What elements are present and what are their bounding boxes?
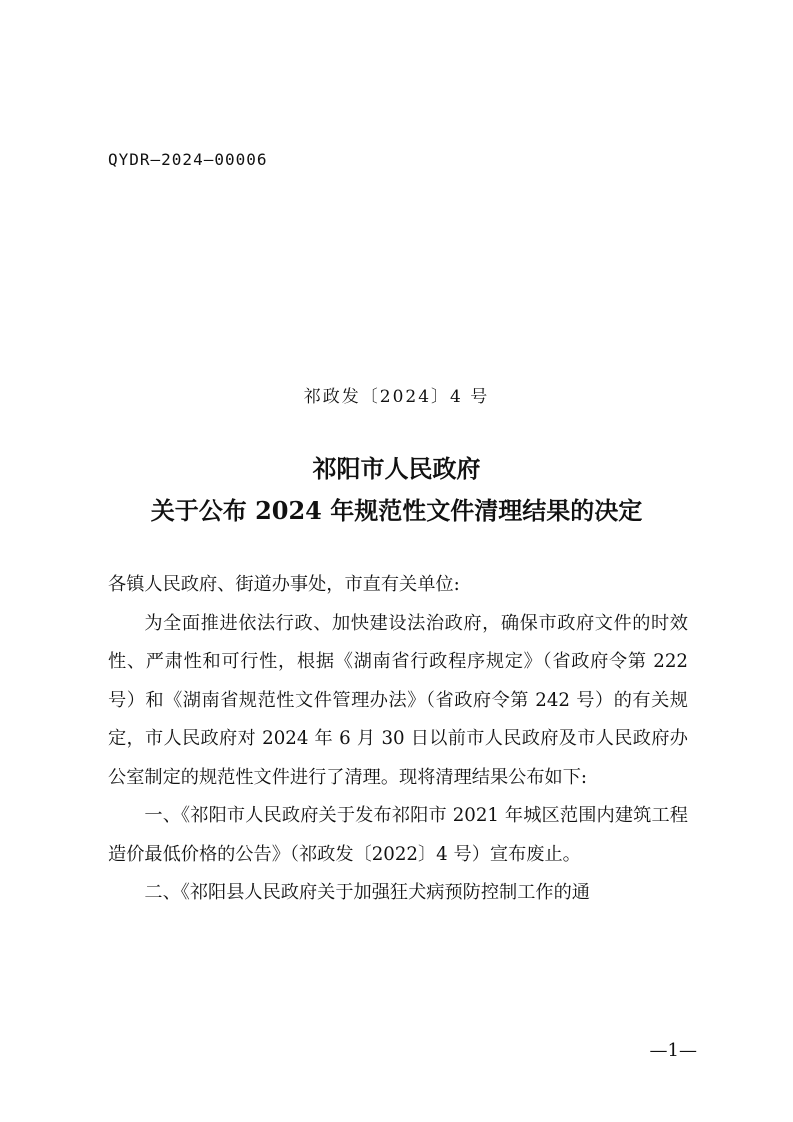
paragraph-item-2: 二、《祁阳县人民政府关于加强狂犬病预防控制工作的通 [144, 882, 590, 903]
paragraph-intro: 为全面推进依法行政、加快建设法治政府，确保市政府文件的时效性、严肃性和可行性，根据《湖南省行政程序规定》（省政府令第 222 号）和《湖南省规范性文件管理办法》（省政府令第 242 号）的有关规定，市人民政府对 2024 年 6 月 30 日以前市人民政府及市人民政府办公室制定的规范性文件进行了清理。现将清理结果公布如下: [108, 612, 688, 788]
issue-number: 祁政发〔2024〕4 号 [303, 387, 490, 407]
page-number: —1— [649, 1040, 697, 1061]
paragraph-item-1: 一、《祁阳市人民政府关于发布祁阳市 2021 年城区范围内建筑工程造价最低价格的公告》（祁政发〔2022〕4 号）宣布废止。 [108, 805, 688, 865]
document-body [108, 566, 688, 913]
document-title [0, 448, 793, 532]
salutation: 各镇人民政府、街道办事处，市直有关单位: [108, 574, 460, 595]
title-line-1: 祁阳市人民政府 [312, 454, 481, 483]
document-code: QYDR—2024—00006 [108, 150, 268, 169]
title-line-2: 关于公布 2024 年规范性文件清理结果的决定 [150, 496, 643, 525]
